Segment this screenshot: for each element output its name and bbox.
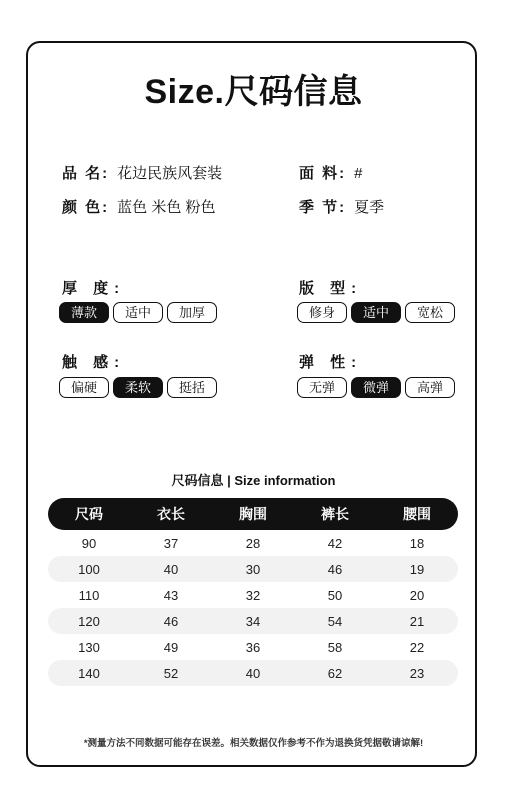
table-header-cell: 尺码 bbox=[75, 506, 103, 522]
size-table bbox=[48, 498, 458, 686]
fit-options bbox=[297, 302, 455, 323]
table-cell: 37 bbox=[163, 535, 179, 551]
color-label: 颜 色: bbox=[62, 199, 110, 216]
feel-option-chip: 挺括 bbox=[167, 377, 217, 398]
table-cell: 54 bbox=[327, 613, 343, 629]
color-row bbox=[62, 196, 216, 217]
size-table-body bbox=[48, 530, 458, 686]
table-cell: 43 bbox=[163, 587, 179, 603]
season-value: 夏季 bbox=[354, 199, 385, 216]
table-cell: 52 bbox=[163, 665, 179, 681]
table-cell: 120 bbox=[78, 613, 100, 629]
table-row bbox=[48, 582, 458, 608]
table-cell: 22 bbox=[409, 639, 425, 655]
table-cell: 21 bbox=[409, 613, 425, 629]
table-cell: 32 bbox=[245, 587, 261, 603]
table-cell: 40 bbox=[163, 561, 179, 577]
table-cell: 46 bbox=[163, 613, 179, 629]
table-cell: 110 bbox=[78, 587, 100, 603]
fit-option-chip: 宽松 bbox=[405, 302, 455, 323]
fit-option-chip: 适中 bbox=[351, 302, 401, 323]
feel-option-chip: 偏硬 bbox=[59, 377, 109, 398]
table-row bbox=[48, 634, 458, 660]
table-row bbox=[48, 608, 458, 634]
table-header-cell: 裤长 bbox=[321, 506, 349, 522]
season-label: 季 节: bbox=[299, 199, 347, 216]
product-name-label: 品 名: bbox=[62, 165, 110, 182]
table-cell: 100 bbox=[78, 561, 100, 577]
thickness-option-chip: 加厚 bbox=[167, 302, 217, 323]
table-cell: 49 bbox=[163, 639, 179, 655]
fit-label: 版 型: bbox=[299, 280, 363, 297]
fabric-value: # bbox=[354, 165, 363, 182]
table-cell: 34 bbox=[245, 613, 261, 629]
thickness-option-chip: 适中 bbox=[113, 302, 163, 323]
table-cell: 90 bbox=[81, 535, 97, 551]
footnote: *测量方法不同数据可能存在误差。相关数据仅作参考不作为退换货凭据敬请谅解! bbox=[83, 738, 424, 749]
table-cell: 30 bbox=[245, 561, 261, 577]
thickness-options bbox=[59, 302, 217, 323]
table-cell: 18 bbox=[409, 535, 425, 551]
thickness-label: 厚 度: bbox=[62, 280, 126, 297]
elasticity-label: 弹 性: bbox=[299, 354, 363, 371]
table-cell: 28 bbox=[245, 535, 261, 551]
feel-options bbox=[59, 377, 217, 398]
table-cell: 20 bbox=[409, 587, 425, 603]
feel-option-chip: 柔软 bbox=[113, 377, 163, 398]
page-title: Size.尺码信息 bbox=[144, 73, 363, 111]
table-cell: 23 bbox=[409, 665, 425, 681]
table-row bbox=[48, 660, 458, 686]
season-row bbox=[299, 196, 384, 217]
table-cell: 140 bbox=[78, 665, 100, 681]
table-cell: 62 bbox=[327, 665, 343, 681]
elasticity-options bbox=[297, 377, 455, 398]
table-header-cell: 胸围 bbox=[239, 506, 267, 522]
table-header-cell: 衣长 bbox=[157, 506, 185, 522]
table-row bbox=[48, 530, 458, 556]
size-table-subtitle: 尺码信息 | Size information bbox=[171, 473, 336, 488]
table-cell: 50 bbox=[327, 587, 343, 603]
fit-option-chip: 修身 bbox=[297, 302, 347, 323]
table-cell: 42 bbox=[327, 535, 343, 551]
feel-label: 触 感: bbox=[62, 354, 126, 371]
elasticity-option-chip: 微弹 bbox=[351, 377, 401, 398]
product-name-value: 花边民族风套装 bbox=[117, 165, 223, 182]
fabric-row bbox=[299, 162, 363, 183]
color-value: 蓝色 米色 粉色 bbox=[117, 199, 216, 216]
table-cell: 46 bbox=[327, 561, 343, 577]
table-cell: 58 bbox=[327, 639, 343, 655]
thickness-option-chip: 薄款 bbox=[59, 302, 109, 323]
table-cell: 130 bbox=[78, 639, 100, 655]
product-name-row bbox=[62, 162, 222, 183]
elasticity-option-chip: 高弹 bbox=[405, 377, 455, 398]
size-table-header bbox=[48, 498, 458, 530]
table-cell: 19 bbox=[409, 561, 425, 577]
elasticity-option-chip: 无弹 bbox=[297, 377, 347, 398]
table-header-cell: 腰围 bbox=[403, 506, 431, 522]
table-row bbox=[48, 556, 458, 582]
table-cell: 36 bbox=[245, 639, 261, 655]
table-cell: 40 bbox=[245, 665, 261, 681]
fabric-label: 面 料: bbox=[299, 165, 347, 182]
